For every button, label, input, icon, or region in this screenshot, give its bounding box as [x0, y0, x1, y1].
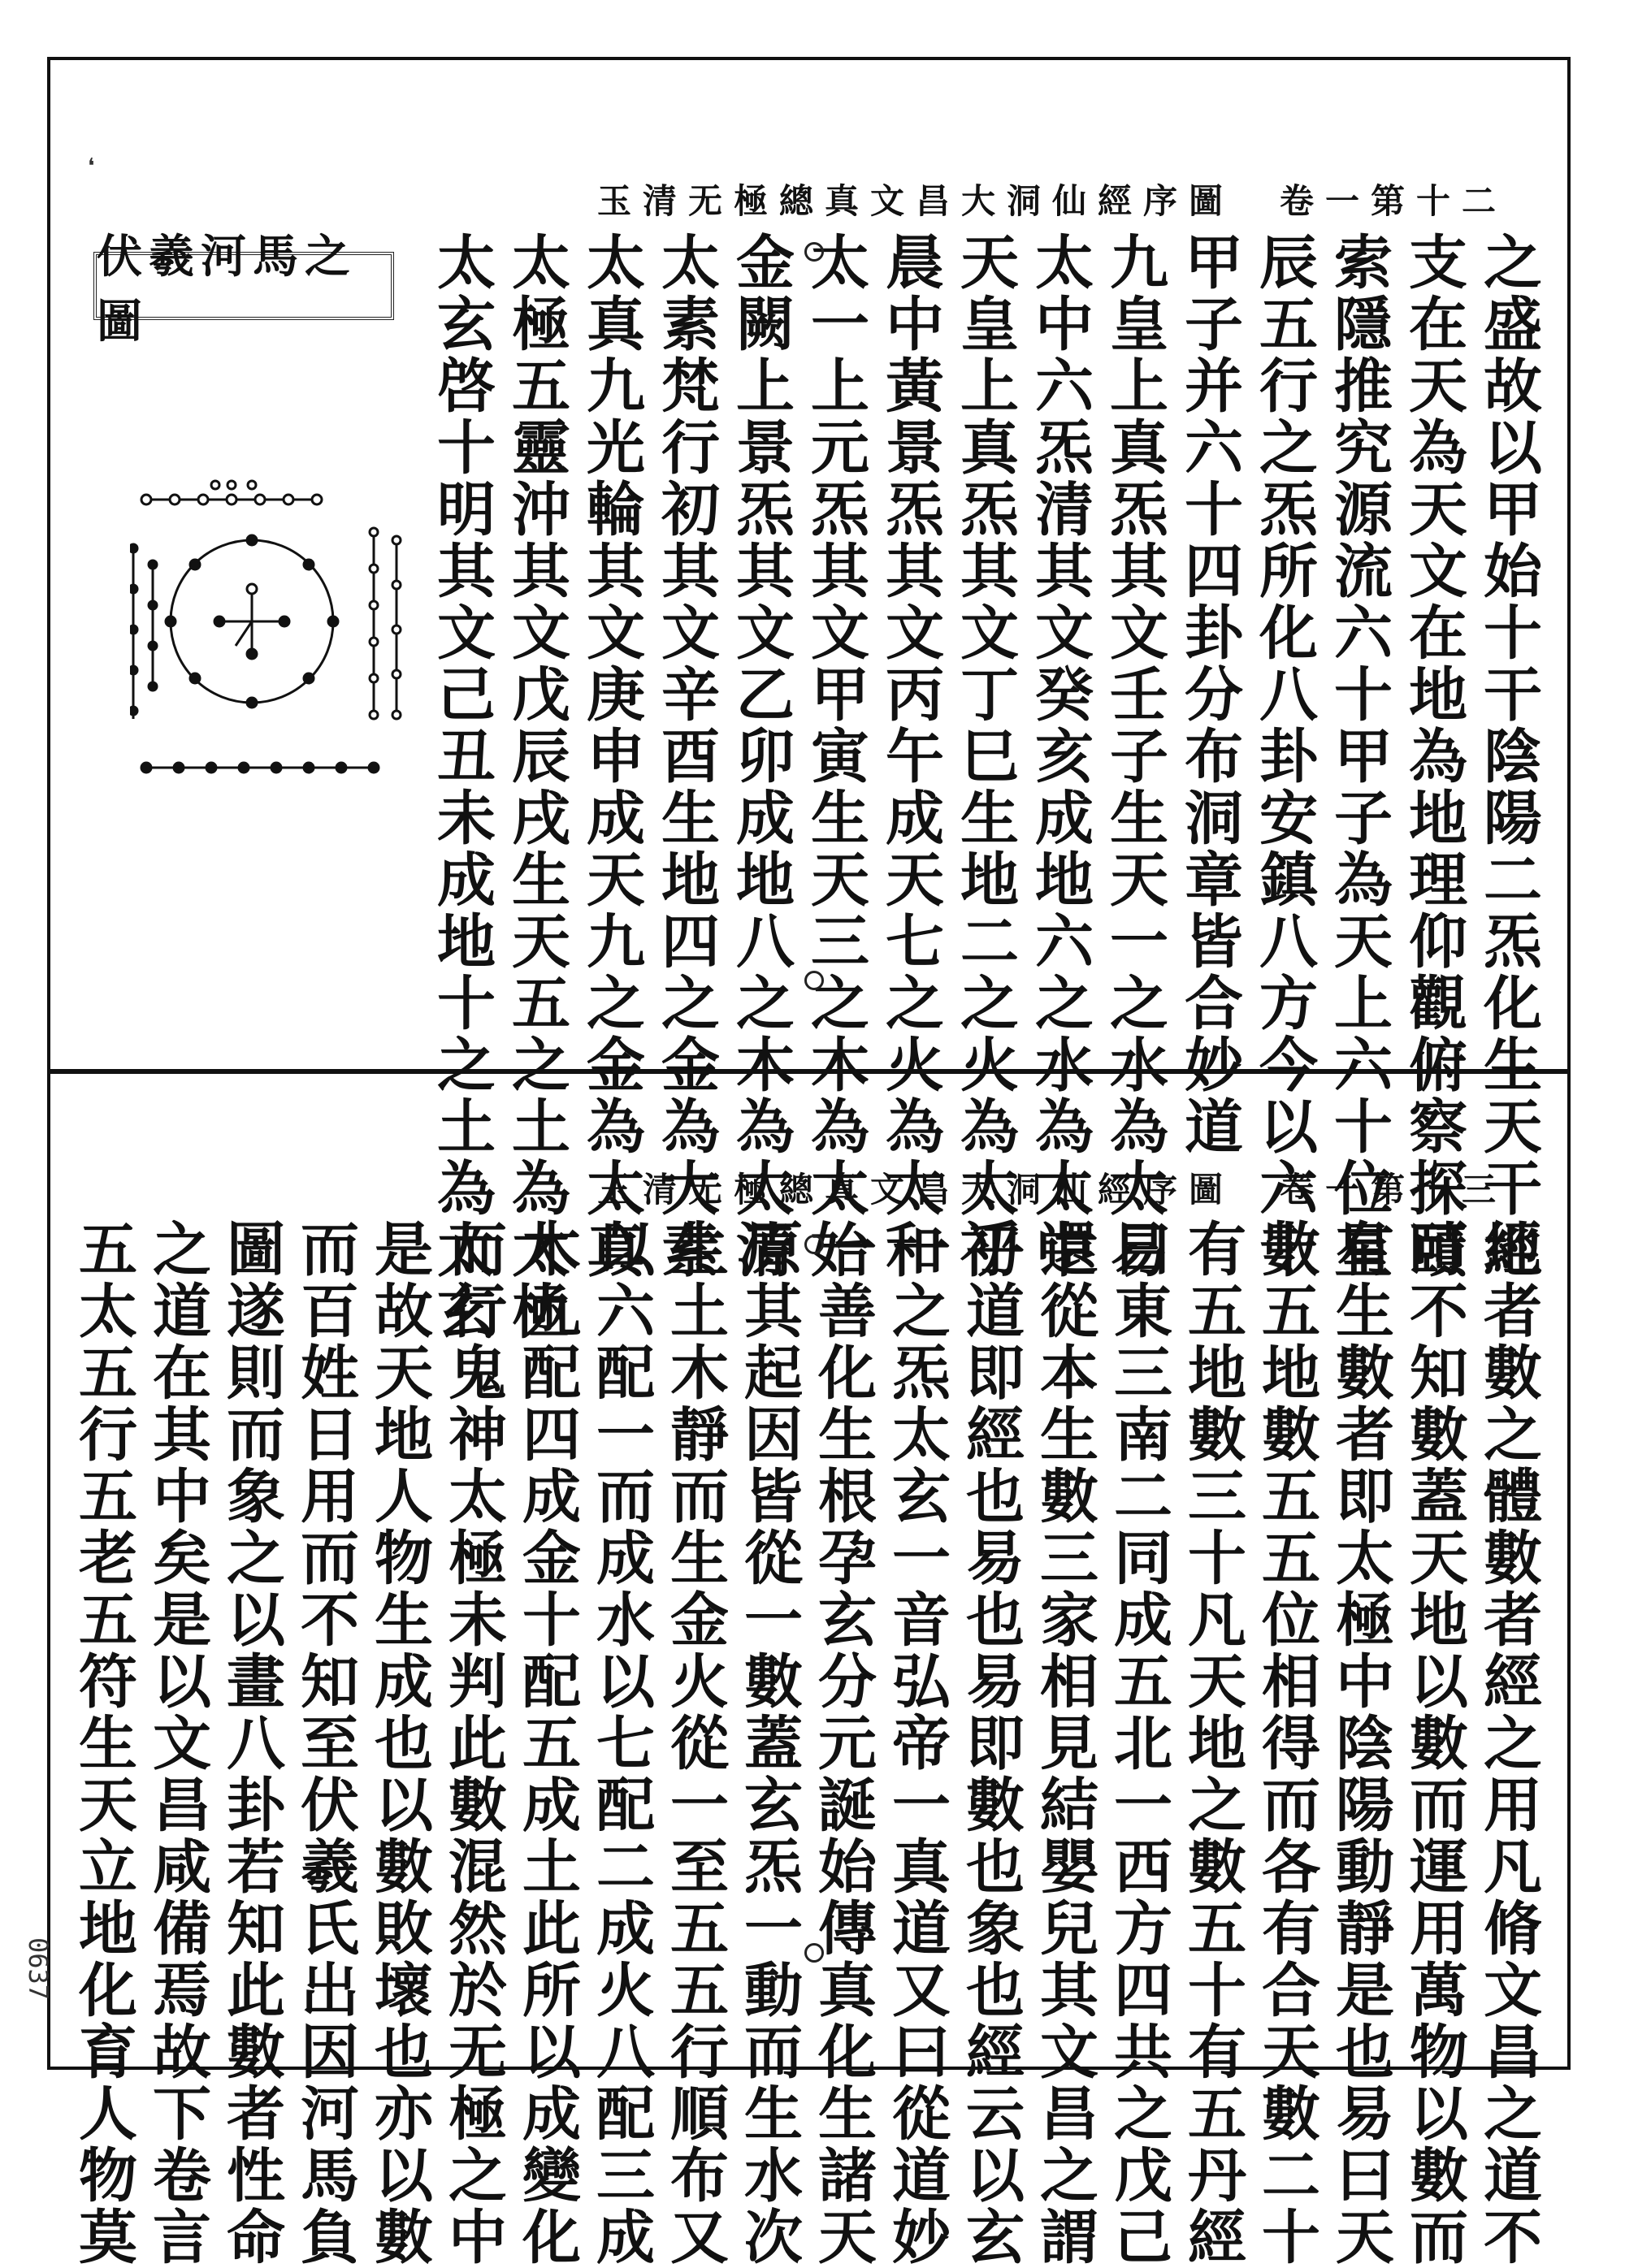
- circle-mark: [804, 242, 824, 262]
- text-column: 之盛故以甲始十干陰陽二炁化生天干地: [1474, 232, 1543, 1281]
- text-column: 一善化生根孕玄分元誕始傳真化生諸天: [808, 1218, 878, 2268]
- bottom-page-header: 玉清无極總真文昌大洞仙經序圖 卷一第十三: [597, 1170, 1508, 1210]
- text-column: 乎道即經也易也易即數也象也經云以玄: [956, 1218, 1025, 2268]
- text-column: 有生數者即太極中陰陽動靜是也易曰天: [1326, 1218, 1395, 2268]
- text-column: 木九配四成金十配五成土此所以成變化: [513, 1218, 582, 2268]
- text-column: 五太五行五老五符生天立地化育人物莫: [69, 1218, 138, 2268]
- text-column: 太素梵行初其文辛酉生地四之金為大素: [652, 232, 721, 1281]
- text-column: 生土木靜而生金火從一至五五行順布又: [661, 1218, 730, 2268]
- text-column: 經者數之體數者經之用凡脩文昌之道不: [1474, 1218, 1543, 2268]
- hetu-diagram: [130, 475, 439, 776]
- corner-mark: ❛: [88, 154, 95, 179]
- diagram-title: 伏羲河馬之圖: [93, 252, 394, 320]
- text-column: 太極五靈沖其文戊辰戌生天五之土為太極: [502, 232, 571, 1343]
- text-column: 而百姓日用而不知至伏羲氏出因河馬負: [291, 1218, 360, 2268]
- text-column: 曰東三南二同成五北一西方四共之戊己: [1104, 1218, 1173, 2268]
- text-column: 支在天為天文在地為地理仰觀俯察探賾: [1399, 232, 1468, 1281]
- text-column: 太真九光輪其文庚申成天九之金為太真: [577, 232, 646, 1281]
- text-column: 還從本生數三家相見結嬰兒其文昌之謂: [1030, 1218, 1099, 2268]
- text-column: 是故天地人物生成也以數敗壞也亦以數: [365, 1218, 434, 2268]
- text-column: 有五地數三十凡天地之數五十有五丹經: [1178, 1218, 1247, 2268]
- text-column: 九皇上真炁其文壬子生天一之水為太易: [1100, 232, 1169, 1281]
- text-column: 甲子并六十四卦分布洞章皆合妙道: [1175, 232, 1244, 1158]
- circle-mark: [804, 1235, 824, 1254]
- text-column: 辰五行之炁所化八卦安鎮八方今以六十: [1250, 232, 1319, 1281]
- text-column: 可不知數蓋天地以數而運用萬物以數而: [1400, 1218, 1469, 2268]
- text-column: 索隱推究源流六十甲子為天上六十位星: [1324, 232, 1393, 1281]
- page-number: 0637: [23, 1937, 54, 2001]
- text-column: 天皇上真炁其文丁巳生地二之火為太初: [951, 232, 1020, 1281]
- text-column: 太玄啓十明其文己丑未成地十之土為太玄: [427, 232, 496, 1343]
- text-column: 太中六炁清其文癸亥成地六之水為太中: [1025, 232, 1094, 1281]
- text-column: 金闕上景炁其文乙卯成地八之木為太清: [726, 232, 795, 1281]
- text-column: 數五地數五五位相得而各有合天數二十: [1252, 1218, 1321, 2268]
- text-column: 而行鬼神太極未判此數混然於无極之中: [439, 1218, 508, 2268]
- circle-mark: [804, 1943, 824, 1963]
- text-column: 之道在其中矣是以文昌咸備焉故下卷言: [143, 1218, 212, 2268]
- text-column: 太一上元炁其文甲寅生天三之木為太始: [801, 232, 870, 1281]
- top-page-header: 玉清无極總真文昌大洞仙經序圖 卷一第十二: [597, 181, 1508, 221]
- text-column: 一之炁太玄一音弘帝一真道又曰從道妙: [882, 1218, 951, 2268]
- text-column: 晨中黃景炁其文丙午成天七之火為太和: [876, 232, 945, 1281]
- text-column: 圖遂則而象之以畫八卦若知此數者性命: [217, 1218, 286, 2268]
- text-column: 以六配一而成水以七配二成火八配三成: [587, 1218, 656, 2268]
- text-column: 原其起因皆從一數蓋玄炁一動而生水次: [734, 1218, 804, 2268]
- circle-mark: [804, 971, 824, 990]
